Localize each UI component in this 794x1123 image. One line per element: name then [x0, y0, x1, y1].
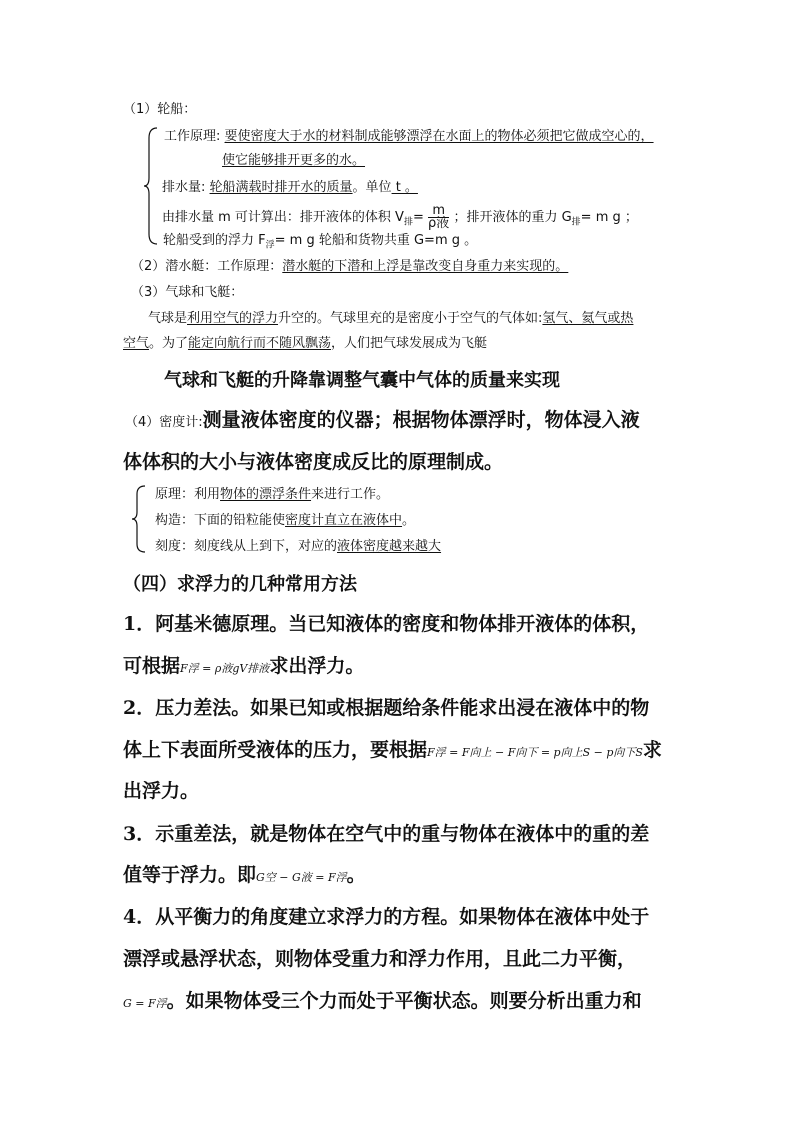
section-3-para-1 [148, 310, 633, 328]
section-4-text-1: 测量液体密度的仪器；根据物体漂浮时，物体浸入液 [202, 409, 640, 431]
m1-l2b: 求出浮力。 [269, 655, 365, 677]
calc-mid: ；排开液体的重力 G [453, 210, 572, 225]
section-4-text-2: 体体积的大小与液体密度成反比的原理制成。 [123, 451, 504, 473]
buoy-prefix: 轮船受到的浮力 F [163, 233, 266, 248]
work-principle [164, 128, 654, 146]
work-text-2: 使它能够排开更多的水。 [222, 153, 366, 168]
method-4-line-3 [123, 989, 642, 1016]
m1-formula: F浮 = ρ液gV排液 [180, 662, 270, 675]
c-label: 构造： [155, 513, 195, 528]
method-3-line-2 [123, 863, 366, 890]
k-b: 液体密度越来越大 [337, 539, 442, 554]
section-2 [131, 258, 568, 276]
calc-frac-num: m [428, 205, 449, 218]
c-a: 下面的铅粒能使 [194, 513, 286, 528]
calc-end: = m g ； [580, 210, 638, 225]
section-3-title: （3）气球和飞艇： [131, 285, 244, 300]
method-3-line-1: 3．示重差法，就是物体在空气中的重与物体在液体中的重的差 [123, 823, 650, 845]
work-text-1: 要使密度大于水的材料制成能够漂浮在水面上的物体必须把它做成空心的， [224, 129, 654, 144]
m4-l3: 。如果物体受三个力而处于平衡状态。则要分析出重力和 [166, 990, 642, 1012]
section-3-para-2 [123, 335, 487, 353]
hydrometer-structure [155, 512, 415, 530]
methods-heading: （四）求浮力的几种常用方法 [123, 574, 357, 595]
p-c: 来进行工作。 [311, 487, 390, 502]
c-b: 密度计直立在液体中 [285, 513, 403, 528]
s3-p1-c: 升空的。气球里充的是密度小于空气的气体如: [278, 311, 543, 326]
m2-l2b: 求 [642, 739, 662, 761]
s3-p1-b: 利用空气的浮力 [187, 311, 279, 326]
calc-eq: = [412, 210, 424, 225]
m2-l2a: 体上下表面所受液体的压力，要根据 [123, 739, 428, 761]
calc-fraction [428, 205, 449, 230]
calc-frac-den: ρ液 [428, 216, 450, 231]
disp-text: 轮船满载时排开水的质量 [209, 180, 353, 195]
method-1-line-2 [123, 654, 364, 681]
section-1-title: （1）轮船： [123, 102, 197, 117]
method-2-line-2 [123, 738, 662, 765]
section-2-title: （2）潜水艇： [131, 259, 218, 274]
method-2-line-3: 出浮力。 [123, 780, 200, 802]
hydrometer-scale [155, 538, 441, 556]
section-2-text: 潜水艇的下潜和上浮是靠改变自身重力来实现的。 [282, 259, 569, 274]
buoy-sub: 浮 [265, 240, 275, 251]
section-4-title: （4）密度计: [125, 415, 203, 430]
c-c: 。 [402, 513, 416, 528]
k-a: 刻度线从上到下，对应的 [194, 539, 338, 554]
hydrometer-principle [155, 486, 389, 504]
method-1-line-1: 1．阿基米德原理。当已知液体的密度和物体排开液体的体积， [123, 613, 650, 635]
p-b: 物体的漂浮条件 [220, 487, 312, 502]
m3-l2b: 。 [346, 864, 366, 886]
method-4-line-2: 漂浮或悬浮状态，则物体受重力和浮力作用，且此二力平衡， [123, 948, 637, 970]
m4-formula: G = F浮 [123, 997, 167, 1010]
section-4-line-1 [125, 408, 640, 432]
displacement [162, 179, 418, 197]
balloon-bold-line: 气球和飞艇的升降靠调整气囊中气体的质量来实现 [164, 370, 560, 391]
disp-label: 排水量: [162, 180, 206, 195]
method-2-line-1: 2．压力差法。如果已知或根据题给条件能求出浸在液体中的物 [123, 697, 650, 719]
s3-p2-a: 空气 [123, 336, 150, 351]
m3-l2a: 值等于浮力。即 [123, 864, 257, 886]
m2-formula: F浮 = F向上 − F向下 = p向上S − p向下S [427, 746, 643, 759]
disp-unit-label: 。单位 [352, 180, 392, 195]
buoy-end: = m g 轮船和货物共重 G=m g 。 [274, 233, 478, 248]
s3-p2-c: 能定向航行而不随风飘荡 [188, 336, 332, 351]
section-2-label: 工作原理： [217, 259, 283, 274]
calc-v-sub: 排 [403, 217, 413, 228]
calc-g-sub: 排 [571, 217, 581, 228]
buoyancy-line [163, 232, 477, 255]
work-label: 工作原理: [164, 129, 221, 144]
calc-line [162, 205, 638, 232]
s3-p2-b: 。为了 [149, 336, 189, 351]
s3-p1-a: 气球是 [148, 311, 188, 326]
p-label: 原理： [155, 487, 195, 502]
p-a: 利用 [194, 487, 221, 502]
method-4-line-1: 4．从平衡力的角度建立求浮力的方程。如果物体在液体中处于 [123, 906, 650, 928]
m3-formula: G空 − G液 = F浮 [256, 871, 347, 884]
s3-p1-d: 氢气、氦气或热 [542, 311, 634, 326]
calc-prefix: 由排水量 m 可计算出：排开液体的体积 V [162, 210, 404, 225]
brace-1 [143, 126, 159, 246]
k-label: 刻度： [155, 539, 195, 554]
m1-l2a: 可根据 [123, 655, 181, 677]
brace-2 [131, 484, 147, 554]
s3-p2-d: ，人们把气球发展成为飞艇 [331, 336, 488, 351]
disp-unit: t 。 [391, 180, 418, 195]
